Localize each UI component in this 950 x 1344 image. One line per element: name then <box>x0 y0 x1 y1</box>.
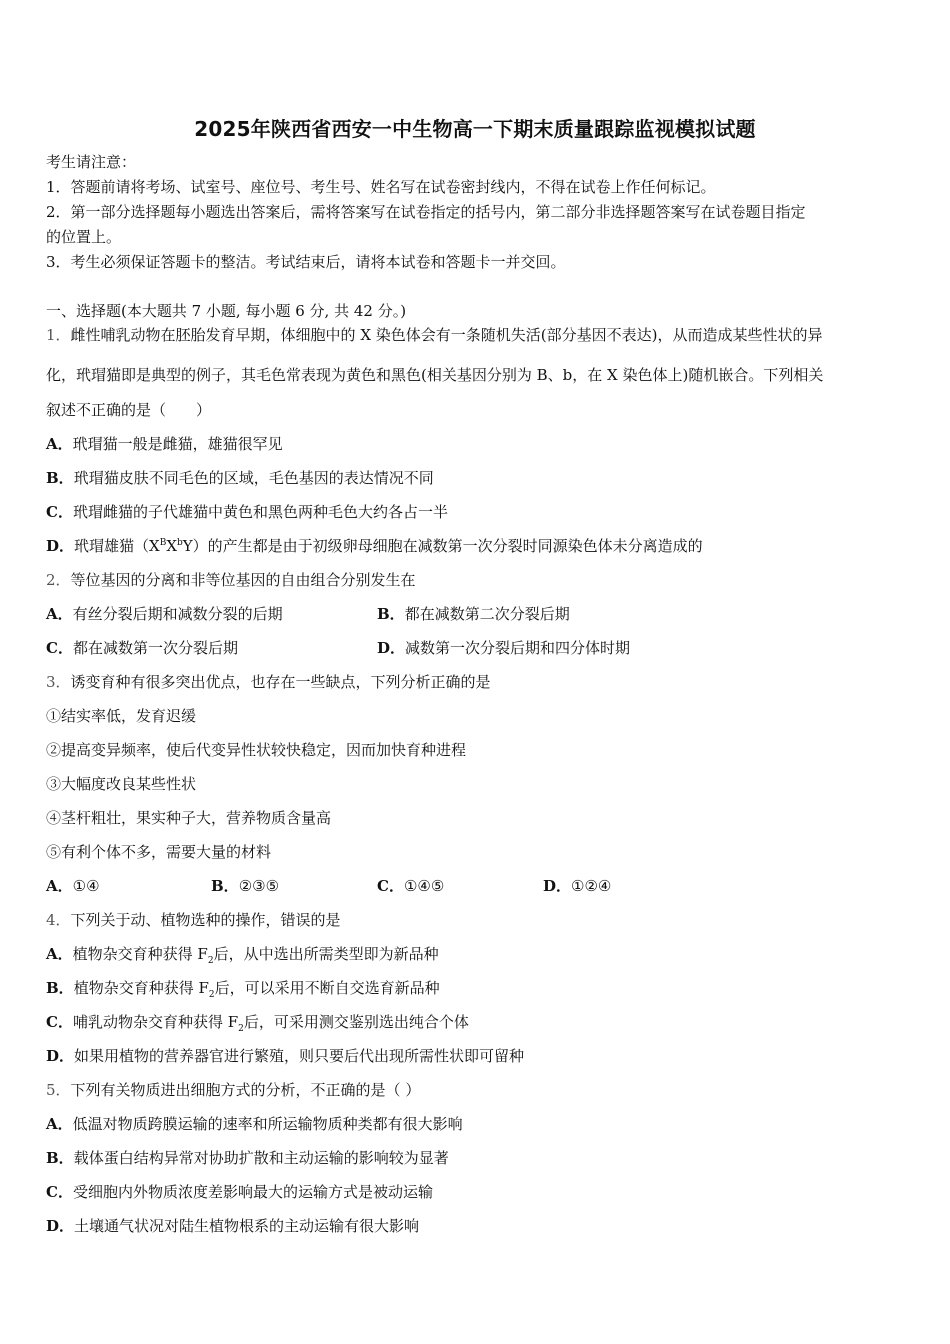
question-number: 2． <box>46 571 71 589</box>
option-text: 后，可采用测交鉴别选出纯合个体 <box>243 1013 469 1031</box>
option-label: D． <box>543 877 572 895</box>
list-item: ①结实率低，发育迟缓 <box>46 707 197 725</box>
option-c[interactable] <box>377 876 444 896</box>
section-heading: 一、选择题(本大题共 7 小题, 每小题 6 分, 共 42 分。) <box>46 302 407 320</box>
option-label: D． <box>46 1217 75 1235</box>
option-label: C． <box>377 877 404 895</box>
question-number: 5． <box>46 1081 71 1099</box>
option-label: D． <box>46 1047 75 1065</box>
option-text: 如果用植物的营养器官进行繁殖，则只要后代出现所需性状即可留种 <box>74 1047 525 1065</box>
option-c[interactable] <box>46 1012 469 1032</box>
question-text: 下列关于动、植物选种的操作，错误的是 <box>70 911 341 929</box>
question-2-stem <box>46 570 416 590</box>
question-3-stem <box>46 672 491 692</box>
option-d[interactable] <box>46 1046 524 1066</box>
option-b[interactable] <box>46 468 434 488</box>
notice-item: 2．第一部分选择题每小题选出答案后，需将答案写在试卷指定的括号内，第二部分非选择题答案写在试卷题目指定 <box>46 203 806 221</box>
superscript: B <box>159 538 167 548</box>
option-text: 有丝分裂后期和减数分裂的后期 <box>72 605 283 623</box>
notice-heading: 考生请注意： <box>46 153 137 171</box>
question-text: 诱变育种有很多突出优点，也存在一些缺点，下列分析正确的是 <box>70 673 491 691</box>
option-label: C． <box>46 1183 73 1201</box>
option-text: 都在减数第二次分裂后期 <box>404 605 570 623</box>
option-label: B． <box>211 877 239 895</box>
question-number: 1． <box>46 326 71 344</box>
option-label: A． <box>46 435 73 453</box>
option-text: 植物杂交育种获得 F <box>72 945 208 963</box>
option-c[interactable] <box>46 638 238 658</box>
question-1-stem <box>46 325 822 345</box>
option-text: 后，从中选出所需类型即为新品种 <box>213 945 439 963</box>
option-a[interactable] <box>46 604 283 624</box>
option-label: D． <box>46 537 75 555</box>
option-label: A． <box>46 605 73 623</box>
question-number: 3． <box>46 673 71 691</box>
subscript: 2 <box>207 956 214 966</box>
option-a[interactable] <box>46 876 100 896</box>
option-d[interactable] <box>543 876 611 896</box>
option-text: 玳瑁雄猫（X <box>74 537 160 555</box>
question-number: 4． <box>46 911 71 929</box>
list-item: ②提高变异频率，使后代变异性状较快稳定，因而加快育种进程 <box>46 741 467 759</box>
subscript: 2 <box>238 1024 244 1034</box>
question-text: 下列有关物质进出细胞方式的分析，不正确的是（ ） <box>70 1081 421 1099</box>
option-label: B． <box>377 605 405 623</box>
question-1-stem-cont: 化，玳瑁猫即是典型的例子，其毛色常表现为黄色和黑色(相关基因分别为 B、b，在 X 染色体上)随机嵌合。下列相关 <box>46 366 824 384</box>
option-label: B． <box>46 1149 74 1167</box>
option-c[interactable] <box>46 502 448 522</box>
option-a[interactable] <box>46 1114 463 1134</box>
notice-item: 的位置上。 <box>46 228 122 246</box>
list-item: ④茎杆粗壮，果实种子大，营养物质含量高 <box>46 809 332 827</box>
option-text: ①④⑤ <box>403 877 445 895</box>
option-b[interactable] <box>46 978 440 998</box>
option-text: ②③⑤ <box>238 877 280 895</box>
list-item: ③大幅度改良某些性状 <box>46 775 197 793</box>
option-text: 后，可以采用不断自交选育新品种 <box>214 979 440 997</box>
option-label: C． <box>46 639 73 657</box>
option-text: 都在减数第一次分裂后期 <box>72 639 238 657</box>
option-label: C． <box>46 503 73 521</box>
option-d[interactable] <box>377 638 630 658</box>
option-d[interactable] <box>46 1216 419 1236</box>
option-text: 载体蛋白结构异常对协助扩散和主动运输的影响较为显著 <box>73 1149 449 1167</box>
question-text: 等位基因的分离和非等位基因的自由组合分别发生在 <box>70 571 416 589</box>
option-label: A． <box>46 945 73 963</box>
option-label: A． <box>46 877 73 895</box>
option-b[interactable] <box>377 604 570 624</box>
question-text: 雌性哺乳动物在胚胎发育早期，体细胞中的 X 染色体会有一条随机失活(部分基因不表达)，从而造成某些性状的异 <box>70 326 823 344</box>
list-item: ⑤有利个体不多，需要大量的材料 <box>46 843 272 861</box>
option-text: 受细胞内外物质浓度差影响最大的运输方式是被动运输 <box>72 1183 433 1201</box>
option-text: 哺乳动物杂交育种获得 F <box>72 1013 239 1031</box>
page-title: 2025年陕西省西安一中生物高一下期末质量跟踪监视模拟试题 <box>194 117 756 141</box>
option-label: A． <box>46 1115 73 1133</box>
question-1-stem-cont: 叙述不正确的是（ ） <box>46 401 212 419</box>
option-text: ①④ <box>72 877 100 895</box>
question-5-stem <box>46 1080 420 1100</box>
option-c[interactable] <box>46 1182 433 1202</box>
option-text: 土壤通气状况对陆生植物根系的主动运输有很大影响 <box>74 1217 420 1235</box>
option-text: 玳瑁猫一般是雌猫，雄猫很罕见 <box>72 435 283 453</box>
question-4-stem <box>46 910 341 930</box>
option-text: 植物杂交育种获得 F <box>73 979 209 997</box>
subscript: 2 <box>208 990 215 1000</box>
option-label: B． <box>46 469 74 487</box>
option-b[interactable] <box>46 1148 449 1168</box>
option-text: Y）的产生都是由于初级卵母细胞在减数第一次分裂时同源染色体未分离造成的 <box>182 537 703 555</box>
option-label: B． <box>46 979 74 997</box>
option-a[interactable] <box>46 434 283 454</box>
notice-item: 3．考生必须保证答题卡的整洁。考试结束后，请将本试卷和答题卡一并交回。 <box>46 253 566 271</box>
option-label: C． <box>46 1013 73 1031</box>
option-text: 玳瑁猫皮肤不同毛色的区域，毛色基因的表达情况不同 <box>73 469 434 487</box>
option-a[interactable] <box>46 944 439 964</box>
option-text: X <box>166 537 178 555</box>
option-d[interactable] <box>46 536 703 556</box>
superscript: b <box>177 538 183 548</box>
option-b[interactable] <box>211 876 279 896</box>
option-text: 减数第一次分裂后期和四分体时期 <box>405 639 631 657</box>
notice-item: 1．答题前请将考场、试室号、座位号、考生号、姓名写在试卷密封线内，不得在试卷上作任何标记。 <box>46 178 716 196</box>
option-text: 低温对物质跨膜运输的速率和所运输物质种类都有很大影响 <box>72 1115 463 1133</box>
option-text: 玳瑁雌猫的子代雄猫中黄色和黑色两种毛色大约各占一半 <box>72 503 448 521</box>
option-label: D． <box>377 639 406 657</box>
option-text: ①②④ <box>571 877 612 895</box>
